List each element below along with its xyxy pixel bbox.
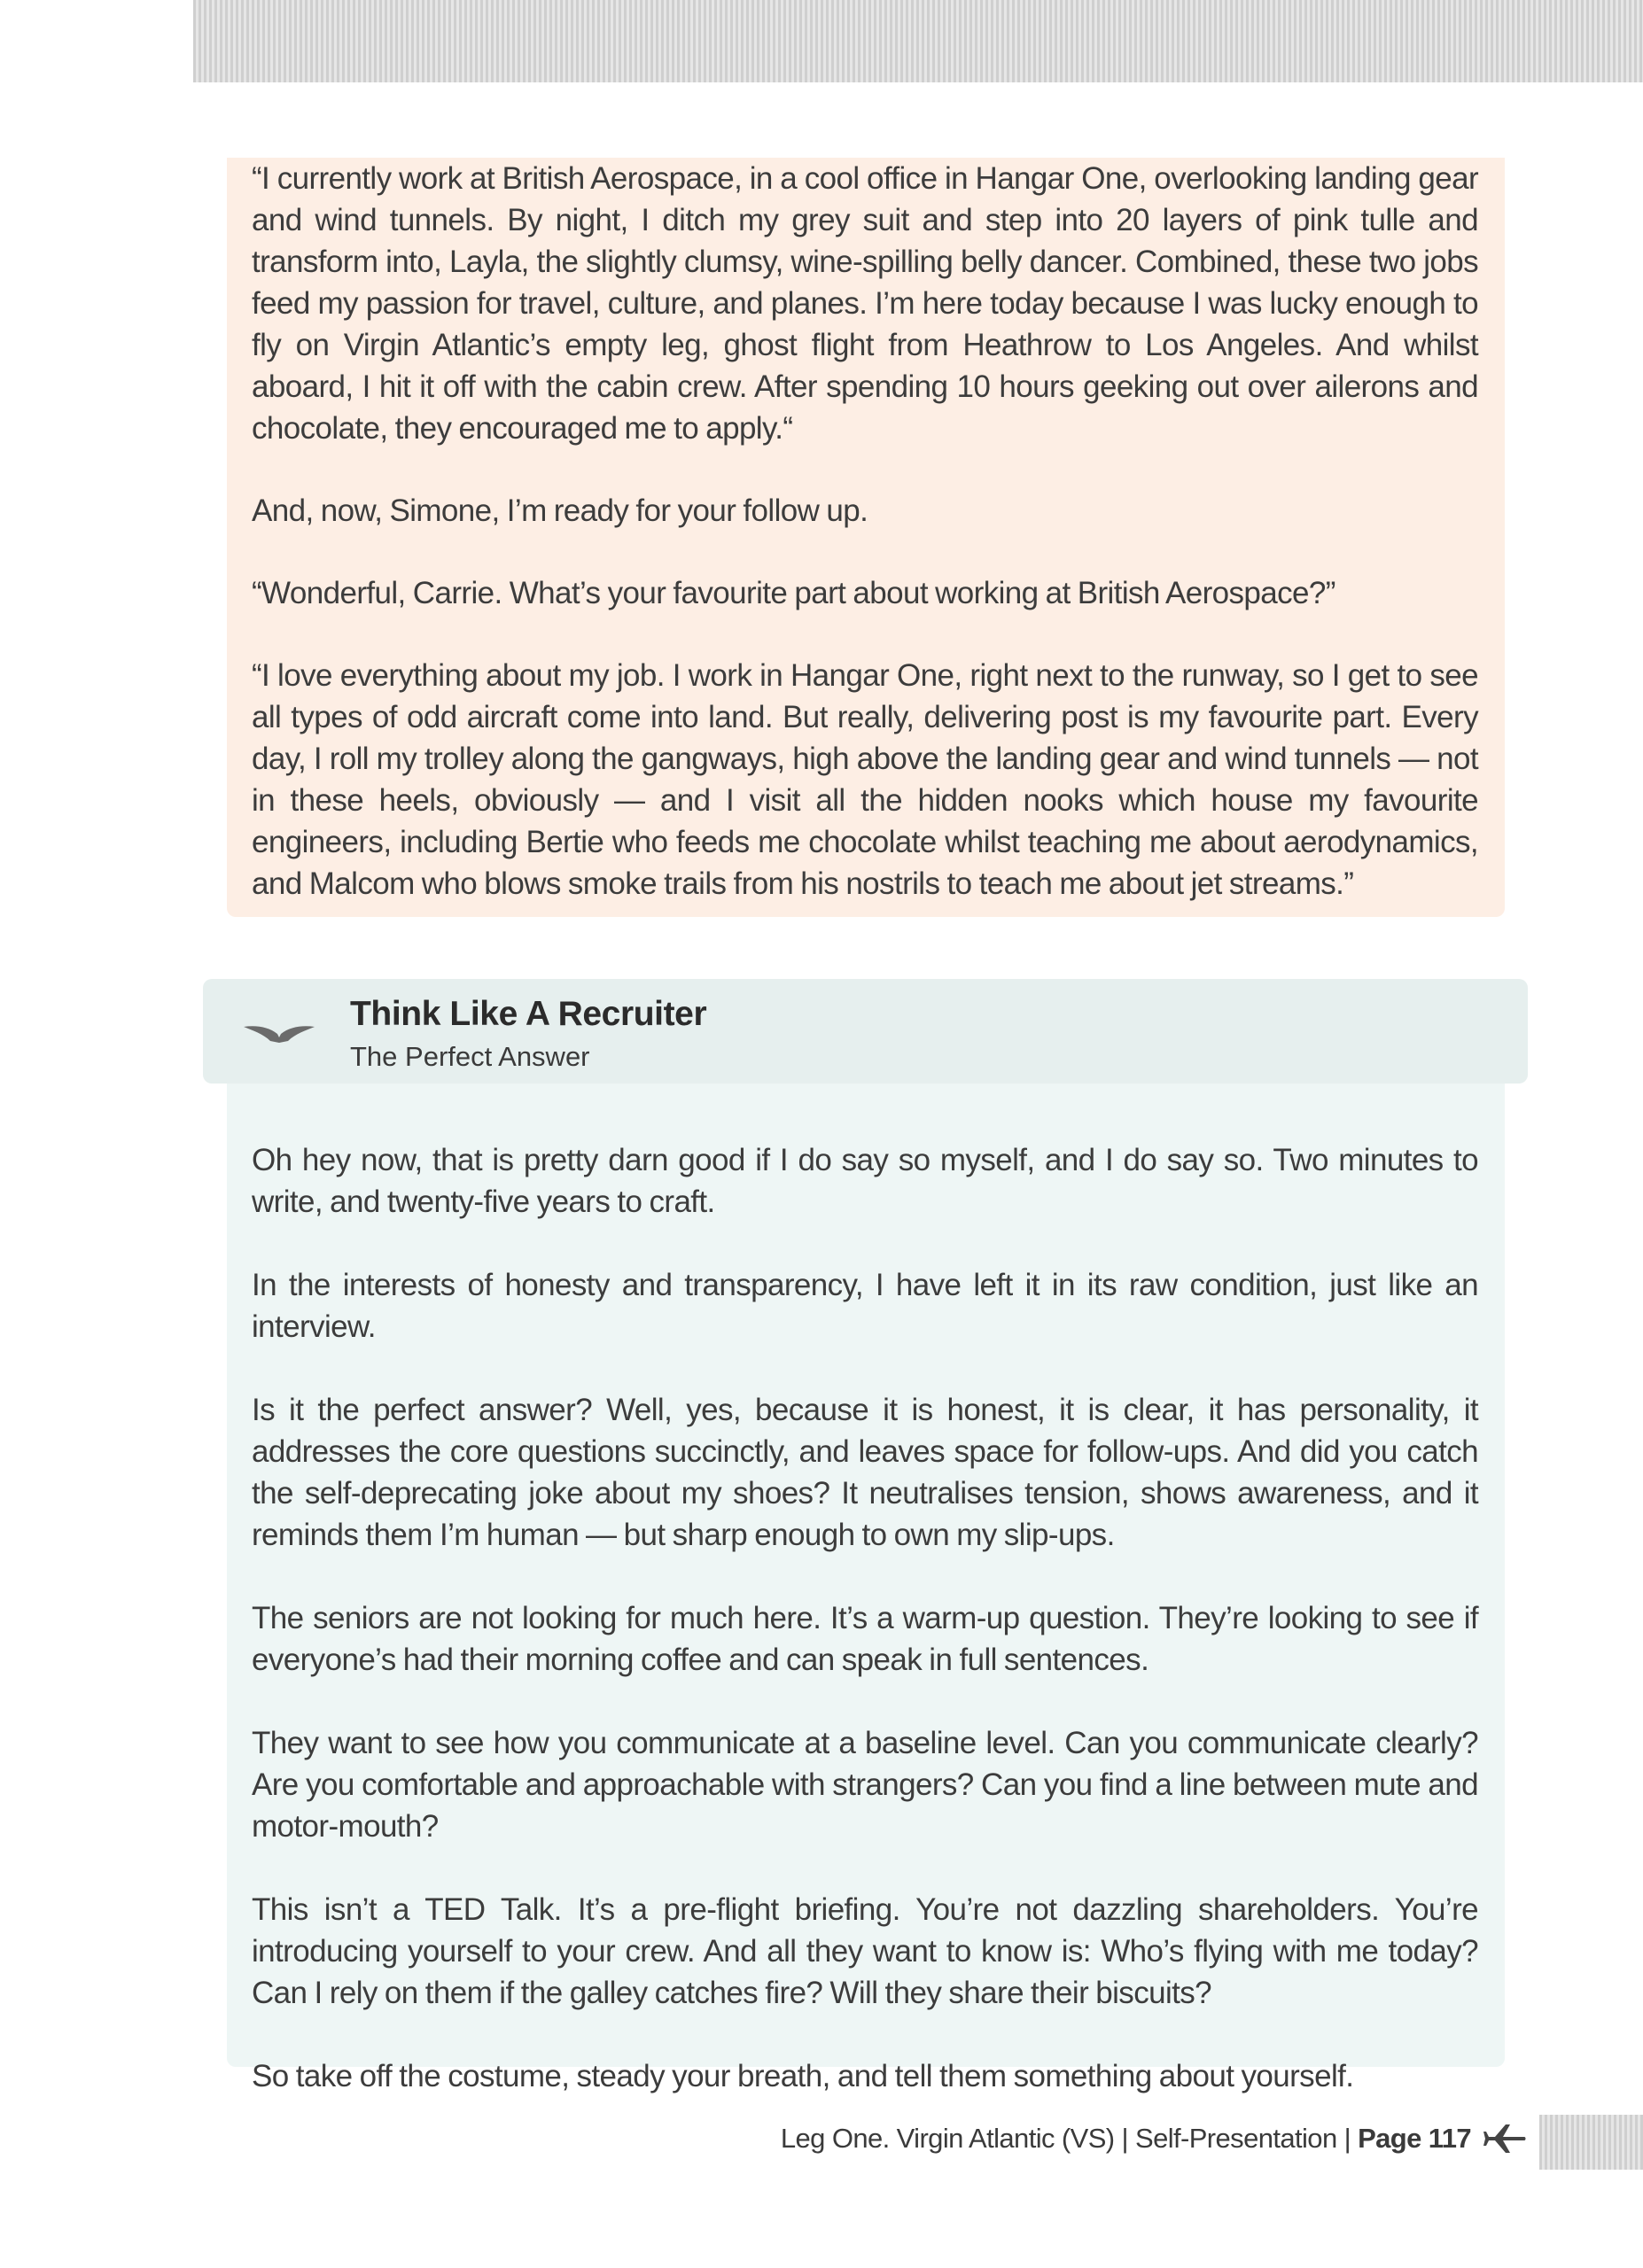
- recruiter-paragraph: This isn’t a TED Talk. It’s a pre-flight briefing. You’re not dazzling shareholders. You’re introducing yourself to your crew. And all they want to know is: Who’s flying with me today? Can I rely on them if the galley catches fire? Will they share their biscuits?: [252, 1892, 1478, 2010]
- recruiter-paragraph: Is it the perfect answer? Well, yes, because it is honest, it is clear, it has personality, it addresses the core questions succinctly, and leaves space for follow-ups. And did you catch the self-deprecating joke about my shoes? It neutralises tension, shows awareness, and it reminds them I’m human — but sharp enough to own my slip-ups.: [252, 1393, 1478, 1552]
- wings-icon: [244, 1018, 315, 1045]
- story-paragraph: “I currently work at British Aerospace, in a cool office in Hangar One, overlooking landing gear and wind tunnels. By night, I ditch my grey suit and step into 20 layers of pink tulle and transform into, Layla, the slightly clumsy, wine-spilling belly dancer. Combined, these two jobs feed my passion for travel, culture, and planes. I’m here today because I was lucky enough to fly on Virgin Atlantic’s empty leg, ghost flight from Heathrow to Los Angeles. And whilst aboard, I hit it off with the cabin crew. After spending 10 hours geeking out over ailerons and chocolate, they encouraged me to apply.“: [252, 161, 1478, 446]
- page-number: Page 117: [1358, 2123, 1471, 2154]
- story-paragraph: And, now, Simone, I’m ready for your follow up.: [252, 493, 868, 528]
- page-footer: [781, 2123, 1471, 2155]
- recruiter-paragraph: They want to see how you communicate at a baseline level. Can you communicate clearly? Are you comfortable and approachable with strangers? Can you find a line between mute and motor-mouth?: [252, 1726, 1478, 1844]
- recruiter-paragraph: The seniors are not looking for much here. It’s a warm-up question. They’re looking to see if everyone’s had their morning coffee and can speak in full sentences.: [252, 1601, 1478, 1677]
- recruiter-paragraph: Oh hey now, that is pretty darn good if I do say so myself, and I do say so. Two minutes to write, and twenty-five years to craft.: [252, 1143, 1478, 1219]
- story-paragraph: “I love everything about my job. I work in Hangar One, right next to the runway, so I get to see all types of odd aircraft come into land. But really, delivering post is my favourite part. Every day, I roll my trolley along the gangways, high above the landing gear and wind tunnels — not in these heels, obviously — and I visit all the hidden nooks which house my favourite engineers, including Bertie who feeds me chocolate whilst teaching me about aerodynamics, and Malcom who blows smoke trails from his nostrils to teach me about jet streams.”: [252, 658, 1478, 901]
- recruiter-paragraph: In the interests of honesty and transparency, I have left it in its raw condition, just like an interview.: [252, 1268, 1478, 1344]
- airplane-icon: [1483, 2121, 1526, 2156]
- recruiter-paragraph: So take off the costume, steady your breath, and tell them something about yourself.: [252, 2059, 1354, 2093]
- recruiter-title: Think Like A Recruiter: [350, 995, 707, 1033]
- recruiter-subtitle: The Perfect Answer: [350, 1041, 590, 1072]
- recruiter-body: [227, 1084, 1505, 2093]
- story-paragraph: “Wonderful, Carrie. What’s your favourite part about working at British Aerospace?”: [252, 576, 1335, 610]
- corner-decorative-block: [1539, 2115, 1643, 2170]
- recruiter-header: [203, 979, 1528, 1084]
- story-box: [227, 158, 1505, 917]
- footer-section: Leg One. Virgin Atlantic (VS) | Self-Presentation |: [780, 2123, 1359, 2154]
- top-decorative-band: [193, 0, 1643, 82]
